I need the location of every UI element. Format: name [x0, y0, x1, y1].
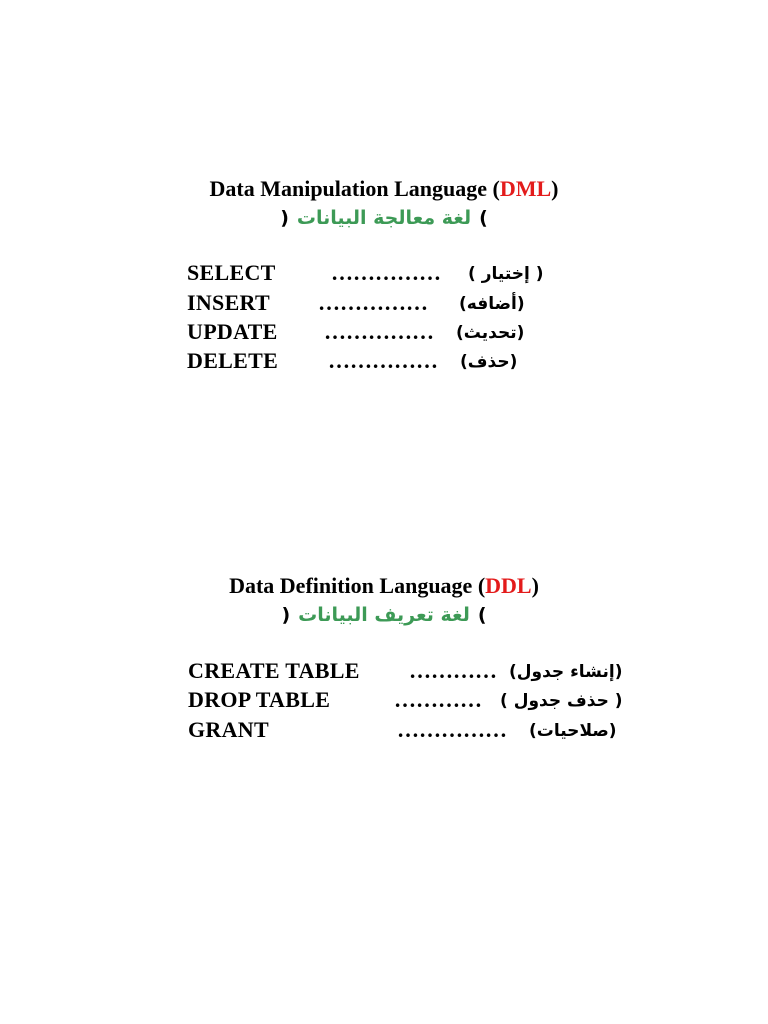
dml-command: SELECT — [187, 260, 276, 285]
dml-command: DELETE — [187, 348, 279, 373]
ddl-command: DROP TABLE — [188, 687, 331, 712]
dml-title — [0, 176, 768, 202]
ddl-subtitle-arabic: لغة تعريف البيانات — [298, 604, 470, 626]
ddl-dots: ………… — [409, 658, 497, 683]
ddl-row-grant — [188, 716, 628, 744]
ddl-title-suffix: ) — [531, 573, 539, 598]
dml-command: INSERT — [187, 290, 270, 315]
ddl-title-prefix: Data Definition Language ( — [229, 573, 486, 598]
dml-row-update — [187, 318, 567, 346]
dml-subtitle — [0, 206, 768, 230]
dml-dots: …………… — [324, 319, 434, 344]
ddl-title — [0, 573, 768, 599]
dml-title-abbr: DML — [499, 176, 552, 201]
dml-subtitle-open: ) — [280, 207, 289, 229]
dml-meaning: ( إختيار ) — [468, 264, 544, 284]
ddl-meaning: (إنشاء جدول) — [509, 662, 623, 682]
dml-row-insert — [187, 289, 567, 317]
ddl-subtitle — [0, 603, 768, 627]
ddl-dots: ………… — [394, 687, 482, 712]
dml-row-delete — [187, 347, 567, 375]
dml-dots: …………… — [318, 290, 428, 315]
dml-subtitle-arabic: لغة معالجة البيانات — [296, 207, 472, 229]
dml-dots: …………… — [328, 348, 438, 373]
dml-dots: …………… — [331, 260, 441, 285]
dml-command: UPDATE — [187, 319, 278, 344]
dml-subtitle-close: ( — [479, 207, 488, 229]
ddl-subtitle-open: ) — [281, 604, 291, 626]
dml-row-select — [187, 259, 567, 287]
ddl-row-drop-table — [188, 686, 628, 714]
ddl-subtitle-close: ( — [477, 604, 487, 626]
ddl-title-abbr: DDL — [485, 573, 532, 598]
ddl-dots: …………… — [397, 717, 507, 742]
dml-title-prefix: Data Manipulation Language ( — [209, 176, 500, 201]
ddl-command: GRANT — [188, 717, 269, 742]
dml-meaning: (حذف) — [460, 352, 518, 372]
dml-meaning: (تحديث) — [456, 323, 525, 343]
ddl-row-create-table — [188, 657, 628, 685]
dml-title-suffix: ) — [551, 176, 559, 201]
ddl-command: CREATE TABLE — [188, 658, 360, 683]
dml-meaning: (أضافه) — [459, 294, 525, 314]
ddl-meaning: ( حذف جدول ) — [500, 691, 623, 711]
ddl-meaning: (صلاحيات) — [529, 721, 617, 741]
